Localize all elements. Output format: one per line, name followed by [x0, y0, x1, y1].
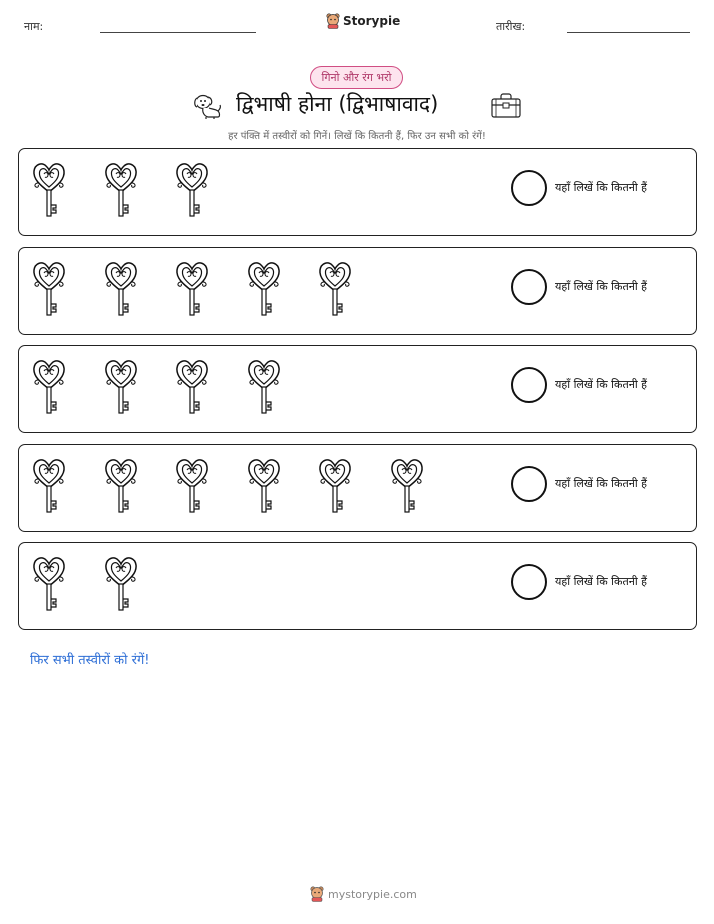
storypie-bear-icon: [310, 886, 324, 902]
heart-key-icon[interactable]: [103, 455, 139, 515]
heart-key-icon[interactable]: [174, 258, 210, 318]
heart-key-icon[interactable]: [31, 159, 67, 219]
answer-label: यहाँ लिखें कि कितनी हैं: [555, 181, 648, 194]
heart-key-icon[interactable]: [31, 356, 67, 416]
heart-key-icon[interactable]: [246, 356, 282, 416]
heart-key-icon[interactable]: [31, 553, 67, 613]
toolbox-icon: [490, 93, 522, 119]
puppy-icon: [192, 91, 222, 121]
heart-key-icon[interactable]: [246, 258, 282, 318]
brand-logo: [326, 13, 400, 29]
site-url: mystorypie.com: [328, 887, 417, 901]
heart-key-icon[interactable]: [31, 455, 67, 515]
answer-label: यहाँ लिखें कि कितनी हैं: [555, 575, 648, 588]
activity-badge: गिनो और रंग भरो: [310, 66, 403, 89]
answer-label: यहाँ लिखें कि कितनी हैं: [555, 476, 648, 490]
answer-circle[interactable]: [511, 466, 547, 502]
date-label: तारीख:: [496, 20, 526, 33]
instructions: हर पंक्ति में तस्वीरों को गिनें। लिखें कि कितनी हैं, फिर उन सभी को रंगें!: [228, 131, 486, 142]
answer-circle[interactable]: [511, 269, 547, 305]
heart-key-icon[interactable]: [103, 553, 139, 613]
date-line[interactable]: [567, 32, 690, 33]
footer-note: फिर सभी तस्वीरों को रंगें!: [30, 653, 150, 668]
heart-key-icon[interactable]: [174, 159, 210, 219]
heart-key-icon[interactable]: [103, 356, 139, 416]
heart-key-icon[interactable]: [174, 356, 210, 416]
heart-key-icon[interactable]: [317, 455, 353, 515]
brand-name: Storypie: [343, 14, 401, 28]
answer-circle[interactable]: [511, 367, 547, 403]
heart-key-icon[interactable]: [103, 258, 139, 318]
heart-key-icon[interactable]: [246, 455, 282, 515]
name-label: नाम:: [24, 20, 44, 33]
site-footer: [310, 886, 417, 902]
count-row: [18, 247, 697, 335]
answer-circle[interactable]: [511, 170, 547, 206]
answer-label: यहाँ लिखें कि कितनी हैं: [555, 378, 648, 391]
heart-key-icon[interactable]: [31, 258, 67, 318]
count-row: [18, 148, 697, 236]
heart-key-icon[interactable]: [317, 258, 353, 318]
page-title: द्विभाषी होना (द्विभाषावाद): [236, 92, 439, 116]
count-row: [18, 345, 697, 433]
answer-circle[interactable]: [511, 564, 547, 600]
name-line[interactable]: [100, 32, 256, 33]
count-row: [18, 444, 697, 532]
heart-key-icon[interactable]: [389, 455, 425, 515]
heart-key-icon[interactable]: [174, 455, 210, 515]
count-row: [18, 542, 697, 630]
storypie-bear-icon: [326, 13, 340, 29]
answer-label: यहाँ लिखें कि कितनी हैं: [555, 279, 648, 293]
heart-key-icon[interactable]: [103, 159, 139, 219]
